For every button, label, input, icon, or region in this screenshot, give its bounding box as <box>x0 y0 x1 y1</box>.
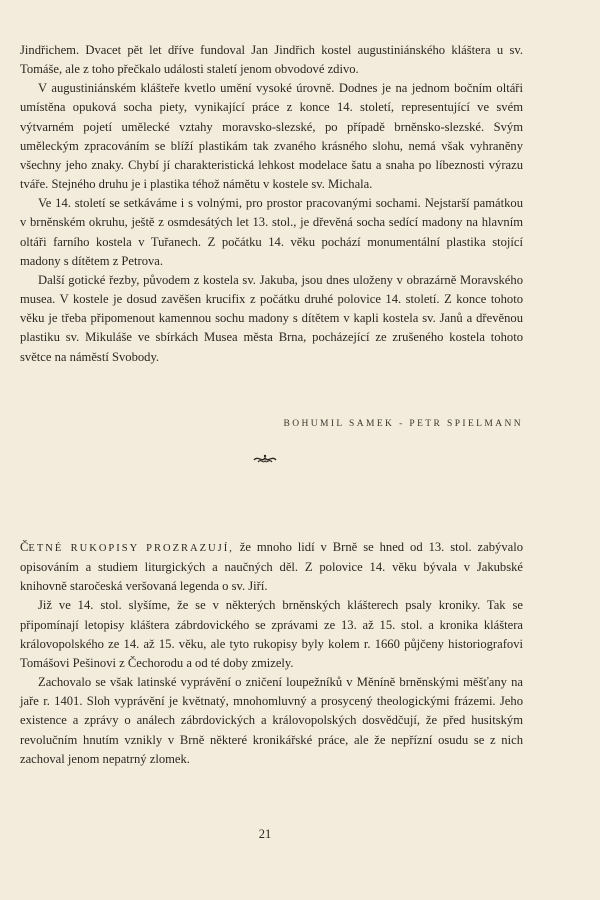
paragraph: Další gotické řezby, původem z kostela sv. Jakuba, jsou dnes uloženy v obrazárně Moravského musea. V kostele je dosud zavěšen krucifix z počátku druhé polovice 14. století. Z konce tohoto věku je třeba připomenout kamennou sochu madony s dítětem v kapli kostela sv. Janů a dřevěnou plastiku sv. Mikuláše ve sbírkách Musea města Brna, pocházející ze zrušeného kostela tohoto světce na náměstí Svobody. <box>20 272 523 364</box>
opening-paragraph <box>20 538 523 596</box>
article-two <box>20 538 523 769</box>
paragraph: Ve 14. století se setkáváme i s volnými, pro prostor pracovanými sochami. Nejstarší památkou v brněnském okruhu, ještě z osmdesátých let 13. stol., je dřevěná socha sedící madony na hlavním oltáři farního kostela v Tuřanech. Z počátku 14. věku pochází monumentální plastika stojící madony s dítětem z Petrova. <box>20 196 523 268</box>
paragraph: Jindřichem. Dvacet pět let dříve fundoval Jan Jindřich kostel augustiniánského kláštera u sv. Tomáše, ale z toho přečkalo události staletí jenom obvodové zdivo. <box>20 43 523 77</box>
paragraph: Již ve 14. stol. slyšíme, že se v některých brněnských klášterech psaly kroniky. Tak se připomínají letopisy kláštera zábrdovického se zprávami ze 13. až 15. stol. a kronika kláštera královopolského ze 14. až 15. věku, ale tyto rukopisy byly kolem r. 1660 půjčeny historiografovi Tomášovi Pešinovi z Čechorodu a od té doby zmizely. <box>20 598 523 670</box>
paragraph-text: že mnoho lidí v Brně se hned od 13. stol. zabývalo opisováním a studiem liturgických a naučných děl. Z polovice 14. věku bývala v Jakubské knihovně staročeská veršovaná legenda o sv. Jiří. <box>20 540 524 594</box>
article-one <box>20 41 523 367</box>
drop-cap: Č <box>20 540 29 554</box>
page-number: 21 <box>258 827 272 841</box>
author-signature: BOHUMIL SAMEK - PETR SPIELMANN <box>283 419 523 429</box>
floral-divider-ornament-icon <box>250 452 280 466</box>
paragraph: Zachovalo se však latinské vyprávění o zničení loupežníků v Měníně brněnskými měšťany na jaře r. 1401. Sloh vyprávění je květnatý, mnohomluvný a prosycený theologickými frázemi. Jeho existence a zprávy o análech zábrdovických a královopolských dosvědčují, že před husitským revolučním hnutím vznikly v Brně některé kronikářské práce, ale že nepřízní osudu se z nich zachoval jenom nepatrný zlomek. <box>20 675 523 766</box>
lead-in-small-caps: ETNÉ RUKOPISY PROZRAZUJÍ, <box>28 543 234 554</box>
paragraph: V augustiniánském klášteře kvetlo umění vysoké úrovně. Dodnes je na jednom bočním oltáři umístěna opuková socha piety, vynikající práce z konce 14. století, representující ve svém výtvarném pojetí umělecké vztahy moravsko-slezské, po případě brněnsko-slezské. Svým uměleckým zpracováním se blíží plastikám tak zvaného krásného slohu, nemá však vyhraněny všechny jeho znaky. Chybí jí charakteristická lehkost modelace šatu a snaha po líbeznosti výrazu tváře. Stejného druhu je i plastika téhož námětu v kostele sv. Michala. <box>20 81 523 192</box>
